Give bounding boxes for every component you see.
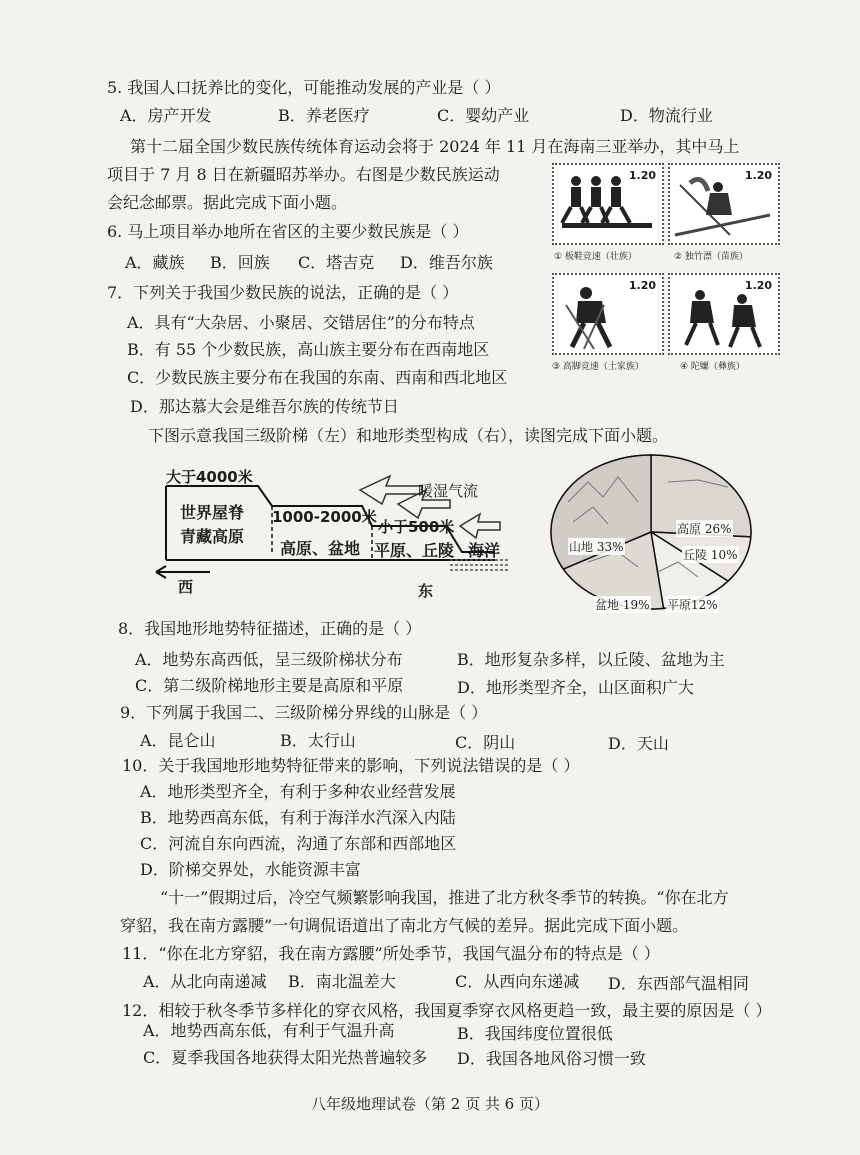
stamp-3 [552, 273, 664, 355]
q9-option-c: C．阴山 [455, 733, 516, 752]
pie-label-basin: 盆地 19% [595, 598, 650, 612]
q10-option-c: C．河流自东向西流，沟通了东部和西部地区 [140, 834, 457, 853]
q12-stem: 12．相较于秋冬季节多样化的穿衣风格，我国夏季穿衣风格更趋一致，最主要的原因是（ ） [122, 1001, 772, 1020]
terrain-west: 西 [178, 578, 194, 596]
q7-option-d: D．那达慕大会是维吾尔族的传统节日 [130, 397, 399, 416]
stamp-1 [552, 163, 664, 245]
q10-option-a: A．地形类型齐全，有利于多种农业经营发展 [140, 782, 456, 801]
q10-stem: 10．关于我国地形地势特征带来的影响，下列说法错误的是（ ） [122, 756, 580, 775]
intro3-line2: 穿貂，我在南方露腰”一句调侃语道出了南北方气候的差异。据此完成下面小题。 [120, 916, 689, 935]
q8-option-c: C．第二级阶梯地形主要是高原和平原 [135, 676, 404, 695]
stamp-caption-2: ② 独竹漂（苗族） [674, 252, 748, 262]
terrain-step2-type: 高原、盆地 [280, 539, 361, 558]
q10-option-d: D．阶梯交界处，水能资源丰富 [140, 860, 361, 879]
pie-label-hills: 丘陵 10% [683, 548, 738, 562]
terrain-airflow: 暖湿气流 [418, 482, 479, 500]
pie-label-plateau: 高原 26% [677, 522, 732, 536]
q9-option-d: D．天山 [608, 734, 669, 753]
q12-option-a: A．地势西高东低，有利于气温升高 [143, 1021, 395, 1040]
intro2: 下图示意我国三级阶梯（左）和地形类型构成（右），读图完成下面小题。 [148, 426, 669, 445]
q10-option-b: B．地势西高东低，有利于海洋水汽深入内陆 [140, 808, 456, 827]
terrain-ocean: 海洋 [468, 541, 501, 560]
q6-option-b: B．回族 [210, 253, 270, 272]
q11-option-a: A．从北向南递减 [143, 972, 267, 991]
q12-option-c: C．夏季我国各地获得太阳光热普遍较多 [143, 1048, 428, 1067]
terrain-composition-pie [548, 452, 754, 612]
q5-option-b: B．养老医疗 [278, 106, 370, 125]
q9-option-b: B．太行山 [280, 731, 356, 750]
terrain-step1-line1: 世界屋脊 [180, 503, 245, 522]
stamps-figure [548, 163, 786, 371]
q9-option-a: A．昆仑山 [140, 731, 216, 750]
pie-label-mountain: 山地 33% [569, 540, 624, 554]
q7-option-a: A．具有“大杂居、小聚居、交错居住”的分布特点 [127, 313, 475, 332]
pie-label-plains: 平原12% [667, 598, 718, 612]
q11-option-c: C．从西向东递减 [455, 972, 580, 991]
q5-option-c: C．婴幼产业 [437, 106, 530, 125]
stamp-4 [668, 273, 780, 355]
stamp-4-value: 1.20 [744, 279, 772, 292]
terrain-step3-type: 平原、丘陵 [374, 541, 455, 560]
q11-stem: 11．“你在北方穿貂，我在南方露腰”所处季节，我国气温分布的特点是（ ） [122, 944, 660, 963]
terrain-top-label: 大于4000米 [166, 468, 253, 486]
q8-stem: 8．我国地形地势特征描述，正确的是（ ） [118, 619, 422, 638]
q5-option-a: A．房产开发 [120, 106, 212, 125]
q11-option-b: B．南北温差大 [288, 972, 396, 991]
stamp-caption-1: ① 板鞋竞速（壮族） [554, 252, 637, 262]
page-footer: 八年级地理试卷（第 2 页 共 6 页） [311, 1095, 549, 1113]
q5-stem: 5. 我国人口抚养比的变化，可能推动发展的产业是（ ） [107, 78, 501, 97]
q6-stem: 6. 马上项目举办地所在省区的主要少数民族是（ ） [107, 222, 469, 241]
terrain-step2-elev: 1000-2000米 [272, 508, 377, 526]
stamp-caption-4: ④ 陀螺（彝族） [680, 362, 745, 372]
intro1-line1: 第十二届全国少数民族传统体育运动会将于 2024 年 11 月在海南三亚举办，其中马上 [130, 137, 740, 156]
q6-option-d: D．维吾尔族 [400, 253, 493, 272]
intro1-line3: 会纪念邮票。据此完成下面小题。 [107, 193, 348, 212]
q6-option-a: A．藏族 [125, 253, 185, 272]
q6-option-c: C．塔吉克 [298, 253, 375, 272]
q8-option-d: D．地形类型齐全，山区面积广大 [457, 678, 694, 697]
q7-option-b: B．有 55 个少数民族，高山族主要分布在西南地区 [127, 340, 490, 359]
stamp-2 [668, 163, 780, 245]
q11-option-d: D．东西部气温相同 [608, 974, 749, 993]
stamp-caption-3: ③ 高脚竞速（土家族） [552, 362, 644, 372]
intro3-line1: “十一”假期过后，冷空气频繁影响我国，推进了北方秋冬季节的转换。“你在北方 [160, 888, 729, 907]
q7-option-c: C．少数民族主要分布在我国的东南、西南和西北地区 [127, 368, 508, 387]
q7-stem: 7．下列关于我国少数民族的说法，正确的是（ ） [107, 283, 459, 302]
terrain-steps-diagram [150, 460, 520, 600]
q12-option-d: D．我国各地风俗习惯一致 [457, 1049, 646, 1068]
q8-option-a: A．地势东高西低，呈三级阶梯状分布 [135, 650, 403, 669]
terrain-step3-elev: 小于500米 [378, 518, 455, 536]
stamp-2-value: 1.20 [744, 169, 772, 182]
terrain-east: 东 [418, 582, 434, 600]
intro1-line2: 项目于 7 月 8 日在新疆昭苏举办。右图是少数民族运动 [107, 165, 500, 184]
terrain-step1-line2: 青藏高原 [180, 527, 245, 546]
stamp-3-value: 1.20 [628, 279, 656, 292]
q5-option-d: D．物流行业 [620, 106, 713, 125]
stamp-1-value: 1.20 [628, 169, 656, 182]
q9-stem: 9．下列属于我国二、三级阶梯分界线的山脉是（ ） [120, 703, 488, 722]
q8-option-b: B．地形复杂多样，以丘陵、盆地为主 [457, 650, 725, 669]
q12-option-b: B．我国纬度位置很低 [457, 1024, 613, 1043]
